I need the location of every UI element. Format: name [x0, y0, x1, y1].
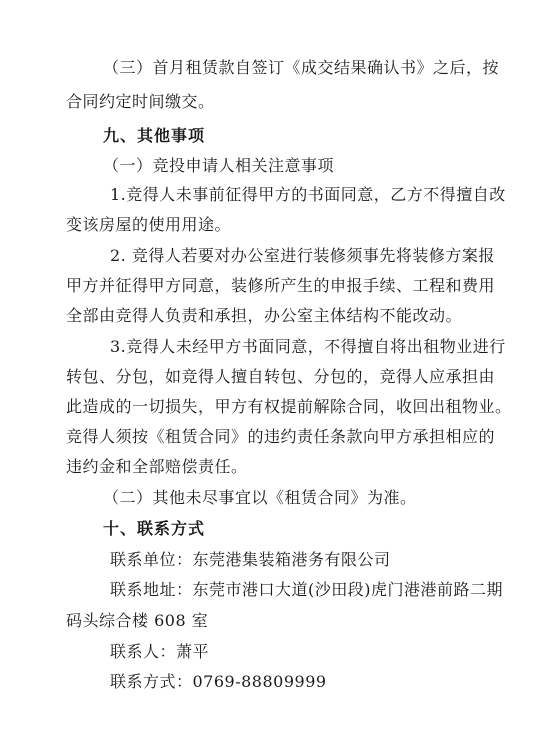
section-heading-contact: 十、联系方式 [103, 519, 206, 538]
item-3-line-1: 3.竞得人未经甲方书面同意，不得擅自将出租物业进行 [110, 337, 506, 356]
item-1-line-2: 变该房屋的使用用途。 [66, 215, 232, 234]
payment-clause-line-2: 合同约定时间缴交。 [66, 92, 215, 111]
contact-address-line-2: 码头综合楼 608 室 [66, 611, 209, 630]
contact-phone: 联系方式：0769-88809999 [110, 672, 327, 691]
item-2-line-3: 全部由竞得人负责和承担，办公室主体结构不能改动。 [66, 306, 463, 325]
section-heading-other-matters: 九、其他事项 [103, 126, 206, 145]
item-2-line-2: 甲方并征得甲方同意，装修所产生的申报手续、工程和费用 [66, 276, 496, 295]
contact-address-line-1: 联系地址：东莞市港口大道(沙田段)虎门港港前路二期 [110, 580, 503, 599]
item-3-line-3: 此造成的一切损失，甲方有权提前解除合同，收回出租物业。 [66, 397, 512, 416]
subsection-heading-notes: （一）竞投申请人相关注意事项 [103, 156, 335, 175]
contact-person: 联系人：萧平 [110, 642, 210, 661]
item-3-line-5: 违约金和全部赔偿责任。 [66, 457, 248, 476]
subsection-other-line: （二）其他未尽事宜以《租赁合同》为准。 [103, 488, 417, 507]
item-3-line-2: 转包、分包，如竞得人擅自转包、分包的，竞得人应承担由 [66, 367, 496, 386]
payment-clause-line-1: （三）首月租赁款自签订《成交结果确认书》之后，按 [103, 58, 500, 77]
item-3-line-4: 竞得人须按《租赁合同》的违约责任条款向甲方承担相应的 [66, 427, 496, 446]
contact-unit: 联系单位：东莞港集装箱港务有限公司 [110, 550, 391, 569]
item-1-line-1: 1.竞得人未事前征得甲方的书面同意，乙方不得擅自改 [110, 185, 506, 204]
item-2-line-1: 2. 竞得人若要对办公室进行装修须事先将装修方案报 [110, 246, 495, 265]
